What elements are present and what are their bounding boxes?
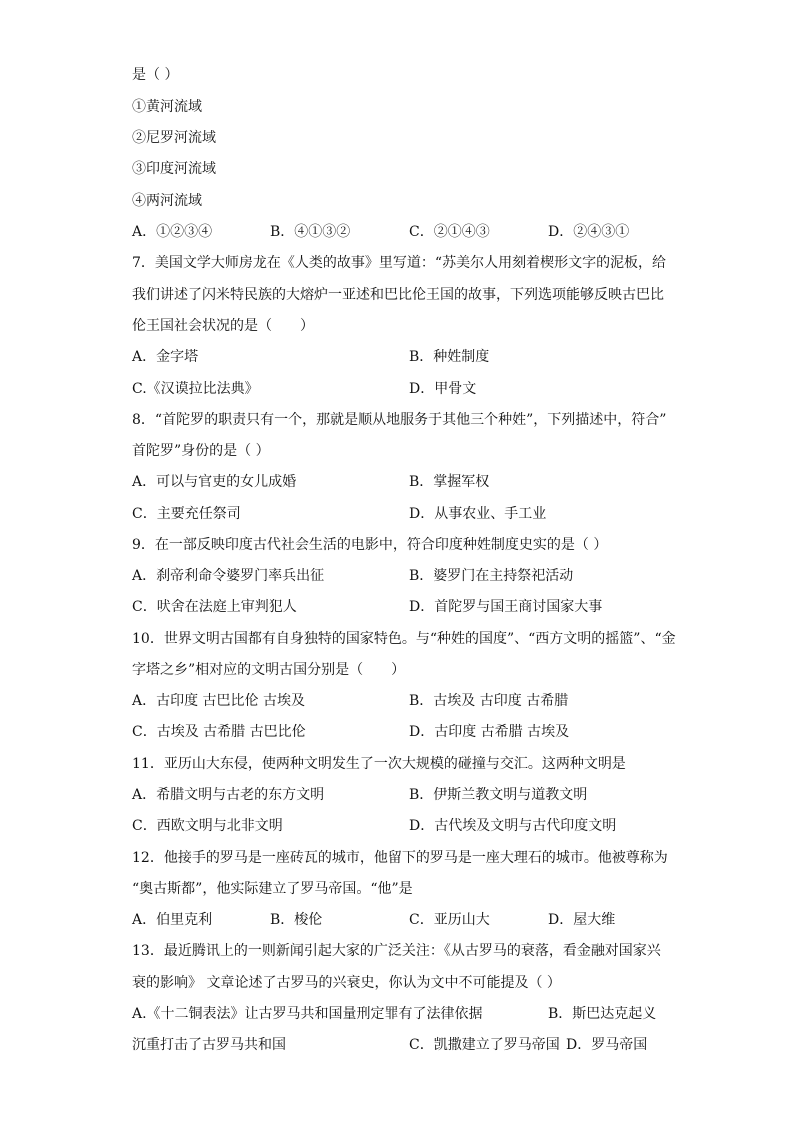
q8-option-c: C．主要充任祭司 bbox=[132, 506, 241, 522]
q11-option-d: D．古代埃及文明与古代印度文明 bbox=[409, 818, 617, 834]
q6-item-1: ①黄河流域 bbox=[132, 99, 202, 115]
q12-stem-line2: “奥古斯都”，他实际建立了罗马帝国。“他”是 bbox=[132, 881, 413, 897]
q9-option-d: D．首陀罗与国王商讨国家大事 bbox=[409, 599, 603, 615]
q13-option-d: D．罗马帝国 bbox=[566, 1037, 648, 1053]
q12-stem-line1: 12．他接手的罗马是一座砖瓦的城市，他留下的罗马是一座大理石的城市。他被尊称为 bbox=[132, 850, 668, 866]
q12-option-a: A．伯里克利 bbox=[132, 912, 213, 928]
q6-option-d: D．②④③① bbox=[548, 224, 630, 240]
q13-option-c: C．凯撒建立了罗马帝国 bbox=[409, 1037, 560, 1053]
q10-option-b: B．古埃及 古印度 古希腊 bbox=[409, 693, 569, 709]
q10-option-c: C．古埃及 古希腊 古巴比伦 bbox=[132, 724, 306, 740]
q10-stem-line2: 字塔之乡”相对应的文明古国分别是（ ） bbox=[132, 662, 406, 678]
q13-stem-line1: 13．最近腾讯上的一则新闻引起大家的广泛关注：《从古罗马的衰落，看金融对国家兴 bbox=[132, 943, 661, 959]
q6-item-4: ④两河流域 bbox=[132, 193, 202, 209]
q11-stem-line1: 11．亚历山大东侵，使两种文明发生了一次大规模的碰撞与交汇。这两种文明是 bbox=[132, 756, 626, 772]
q9-option-a: A．刹帝利命令婆罗门率兵出征 bbox=[132, 568, 325, 584]
q8-option-b: B．掌握军权 bbox=[409, 474, 490, 490]
q8-option-a: A．可以与官吏的女儿成婚 bbox=[132, 474, 297, 490]
q7-stem-line3: 伦王国社会状况的是（ ） bbox=[132, 318, 314, 334]
q10-stem-line1: 10．世界文明古国都有自身独特的国家特色。与“种姓的国度”、“西方文明的摇篮”、“金 bbox=[132, 631, 676, 647]
q6-option-a: A．①②③④ bbox=[132, 224, 213, 240]
q12-option-b: B．梭伦 bbox=[270, 912, 323, 928]
q6-stem-end: 是（ ） bbox=[132, 67, 179, 83]
q12-option-d: D．屋大维 bbox=[548, 912, 616, 928]
q8-stem-line1: 8．“首陀罗的职责只有一个，那就是顺从地服务于其他三个种姓”，下列描述中，符合” bbox=[132, 412, 667, 428]
q7-stem-line2: 我们讲述了闪米特民族的大熔炉一亚述和巴比伦王国的故事，下列选项能够反映古巴比 bbox=[132, 287, 664, 303]
q10-option-a: A．古印度 古巴比伦 古埃及 bbox=[132, 693, 306, 709]
q13-stem-line2: 衰的影响》 文章论述了古罗马的兴衰史，你认为文中不可能提及（ ） bbox=[132, 975, 561, 991]
q8-option-d: D．从事农业、手工业 bbox=[409, 506, 547, 522]
q7-option-b: B．种姓制度 bbox=[409, 349, 490, 365]
q9-stem-line1: 9．在一部反映印度古代社会生活的电影中，符合印度种姓制度史实的是（ ） bbox=[132, 537, 608, 553]
q7-stem-line1: 7．美国文学大师房龙在《人类的故事》里写道：“苏美尔人用刻着楔形文字的泥板，给 bbox=[132, 255, 667, 271]
q11-option-b: B．伊斯兰教文明与道教文明 bbox=[409, 787, 588, 803]
q6-item-3: ③印度河流域 bbox=[132, 161, 216, 177]
q13-option-a: A.《十二铜表法》让古罗马共和国量刑定罪有了法律依据 bbox=[132, 1006, 483, 1022]
q11-option-c: C．西欧文明与北非文明 bbox=[132, 818, 283, 834]
q7-option-a: A．金字塔 bbox=[132, 349, 199, 365]
q11-option-a: A．希腊文明与古老的东方文明 bbox=[132, 787, 325, 803]
q8-stem-line2: 首陀罗”身份的是（ ） bbox=[132, 443, 270, 459]
q7-option-d: D．甲骨文 bbox=[409, 381, 477, 397]
q7-option-c: C.《汉谟拉比法典》 bbox=[132, 381, 259, 397]
q6-option-c: C．②①④③ bbox=[409, 224, 490, 240]
q6-item-2: ②尼罗河流域 bbox=[132, 130, 216, 146]
q12-option-c: C．亚历山大 bbox=[409, 912, 490, 928]
q6-option-b: B．④①③② bbox=[270, 224, 351, 240]
q10-option-d: D．古印度 古希腊 古埃及 bbox=[409, 724, 570, 740]
q13-option-b: B．斯巴达克起义 bbox=[548, 1006, 657, 1022]
q13-option-a-cont: 沉重打击了古罗马共和国 bbox=[132, 1037, 286, 1053]
q9-option-b: B．婆罗门在主持祭祀活动 bbox=[409, 568, 574, 584]
q9-option-c: C．吠舍在法庭上审判犯人 bbox=[132, 599, 297, 615]
